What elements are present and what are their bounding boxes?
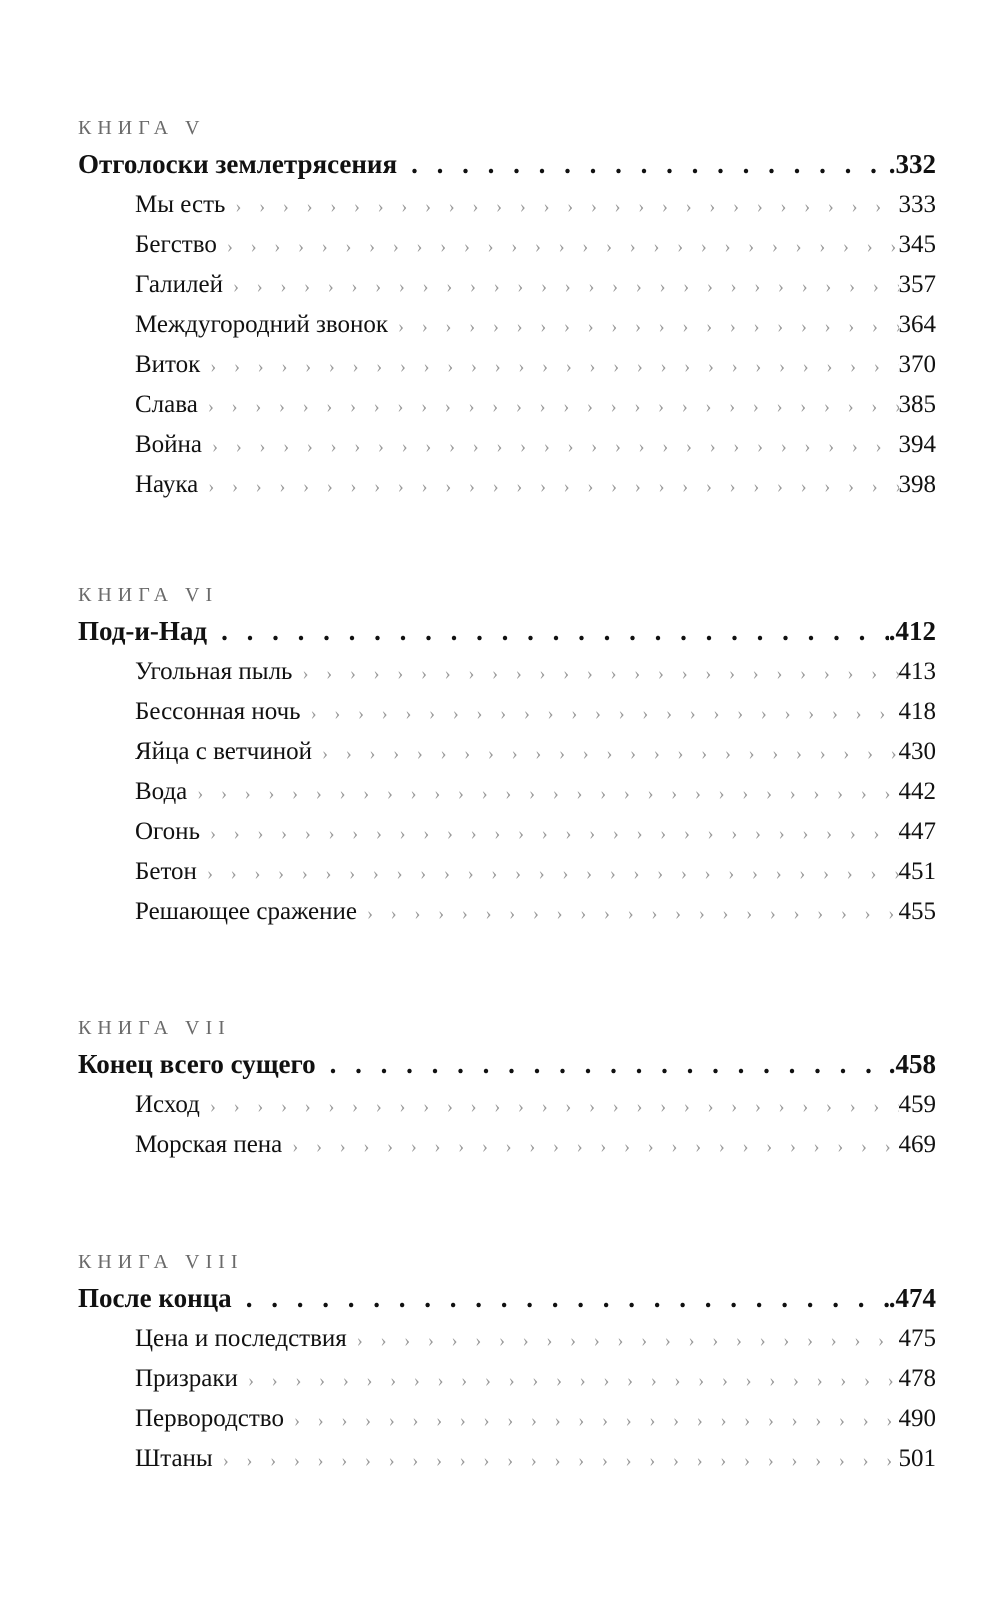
chapter-page-number: 345: [898, 231, 936, 258]
chapter-entry[interactable]: [78, 812, 936, 852]
chapter-page-number: 459: [898, 1091, 936, 1118]
dot-leader: [316, 1043, 889, 1085]
chapter-page-number: 442: [898, 778, 936, 805]
dot-leader: [397, 143, 889, 185]
chapter-title: Вода: [135, 778, 188, 805]
book-label: КНИГА V: [78, 117, 206, 139]
chapter-entry[interactable]: [78, 1085, 936, 1125]
part-entry[interactable]: [78, 1277, 936, 1319]
part-entry[interactable]: [78, 610, 936, 652]
part-page-number: .412: [888, 616, 936, 646]
chapter-page-number: 394: [898, 431, 936, 458]
chapter-title: Бегство: [135, 231, 217, 258]
chapter-page-number: 370: [898, 351, 936, 378]
chapter-page-number: 357: [898, 271, 936, 298]
part-title: Конец всего сущего: [78, 1049, 316, 1079]
chapter-title: Огонь: [135, 818, 200, 845]
chapter-page-number: 333: [898, 191, 936, 218]
chapter-entry[interactable]: [78, 1319, 936, 1359]
chapter-entry[interactable]: [78, 692, 936, 732]
chevron-leader: [198, 386, 899, 425]
part-title: Отголоски землетрясения: [78, 149, 398, 179]
chapter-page-number: 447: [898, 818, 936, 845]
chapter-title: Цена и последствия: [135, 1325, 347, 1352]
chapter-title: Междугородний звонок: [135, 311, 389, 338]
book-section: [78, 1013, 936, 1165]
chapter-title: Мы есть: [135, 191, 226, 218]
chapter-page-number: 455: [898, 898, 936, 925]
part-page-number: .458: [888, 1049, 936, 1079]
chapter-page-number: 490: [898, 1405, 936, 1432]
chapter-entry[interactable]: [78, 1125, 936, 1165]
part-page-number: .332: [888, 149, 936, 179]
chapter-title: Решающее сражение: [135, 898, 357, 925]
chevron-leader: [223, 266, 899, 305]
chapter-entry[interactable]: [78, 425, 936, 465]
chapter-entry[interactable]: [78, 265, 936, 305]
part-entry[interactable]: [78, 143, 936, 185]
chapter-entry[interactable]: [78, 465, 936, 505]
chapter-entry[interactable]: [78, 652, 936, 692]
chevron-leader: [202, 426, 898, 465]
chapter-title: Яйца с ветчиной: [135, 738, 313, 765]
chevron-leader: [200, 813, 899, 852]
chevron-leader: [301, 693, 899, 732]
chapter-title: Штаны: [135, 1445, 213, 1472]
chapter-page-number: 451: [898, 858, 936, 885]
chevron-leader: [292, 653, 898, 692]
chapter-entry[interactable]: [78, 732, 936, 772]
dot-leader: [232, 1277, 889, 1319]
chapter-title: Бетон: [135, 858, 197, 885]
chapter-entry[interactable]: [78, 385, 936, 425]
part-page-number: .474: [888, 1283, 936, 1313]
book-section: [78, 1247, 936, 1479]
chevron-leader: [217, 226, 899, 265]
chapter-title: Первородство: [135, 1405, 284, 1432]
book-label: КНИГА VII: [78, 1017, 231, 1039]
book-section: [78, 580, 936, 932]
chapter-entry[interactable]: [78, 772, 936, 812]
chevron-leader: [282, 1126, 898, 1165]
book-label: КНИГА VIII: [78, 1251, 244, 1273]
chevron-leader: [198, 466, 898, 505]
chapter-page-number: 430: [898, 738, 936, 765]
chapter-entry[interactable]: [78, 1399, 936, 1439]
chevron-leader: [200, 346, 898, 385]
chevron-leader: [357, 893, 899, 932]
chapter-title: Морская пена: [135, 1131, 283, 1158]
chapter-entry[interactable]: [78, 345, 936, 385]
chapter-entry[interactable]: [78, 892, 936, 932]
book-section: [78, 113, 936, 505]
chevron-leader: [213, 1440, 899, 1479]
chapter-entry[interactable]: [78, 225, 936, 265]
chapter-page-number: 364: [898, 311, 936, 338]
chapter-page-number: 413: [898, 658, 936, 685]
chevron-leader: [200, 1086, 899, 1125]
chapter-page-number: 475: [898, 1325, 936, 1352]
chapter-page-number: 478: [898, 1365, 936, 1392]
chapter-title: Война: [135, 431, 203, 458]
chapter-title: Призраки: [135, 1365, 238, 1392]
chapter-entry[interactable]: [78, 852, 936, 892]
chevron-leader: [238, 1360, 899, 1399]
chapter-title: Галилей: [135, 271, 223, 298]
chevron-leader: [225, 186, 898, 225]
part-entry[interactable]: [78, 1043, 936, 1085]
chapter-title: Угольная пыль: [135, 658, 293, 685]
chevron-leader: [187, 773, 898, 812]
chapter-title: Слава: [135, 391, 198, 418]
part-title: После конца: [78, 1283, 232, 1313]
chapter-entry[interactable]: [78, 1359, 936, 1399]
chevron-leader: [284, 1400, 899, 1439]
chapter-title: Исход: [135, 1091, 200, 1118]
chevron-leader: [197, 853, 899, 892]
chapter-title: Наука: [135, 471, 199, 498]
chevron-leader: [312, 733, 898, 772]
chapter-title: Виток: [135, 351, 201, 378]
chapter-title: Бессонная ночь: [135, 698, 301, 725]
chapter-page-number: 469: [898, 1131, 936, 1158]
chapter-entry[interactable]: [78, 185, 936, 225]
part-title: Под-и-Над: [78, 616, 208, 646]
dot-leader: [207, 610, 889, 652]
chapter-entry[interactable]: [78, 305, 936, 345]
chapter-page-number: 501: [898, 1445, 936, 1472]
chevron-leader: [388, 306, 898, 345]
chapter-entry[interactable]: [78, 1439, 936, 1479]
chevron-leader: [347, 1320, 899, 1359]
book-label: КНИГА VI: [78, 584, 219, 606]
chapter-page-number: 418: [898, 698, 936, 725]
chapter-page-number: 398: [898, 471, 936, 498]
chapter-page-number: 385: [898, 391, 936, 418]
